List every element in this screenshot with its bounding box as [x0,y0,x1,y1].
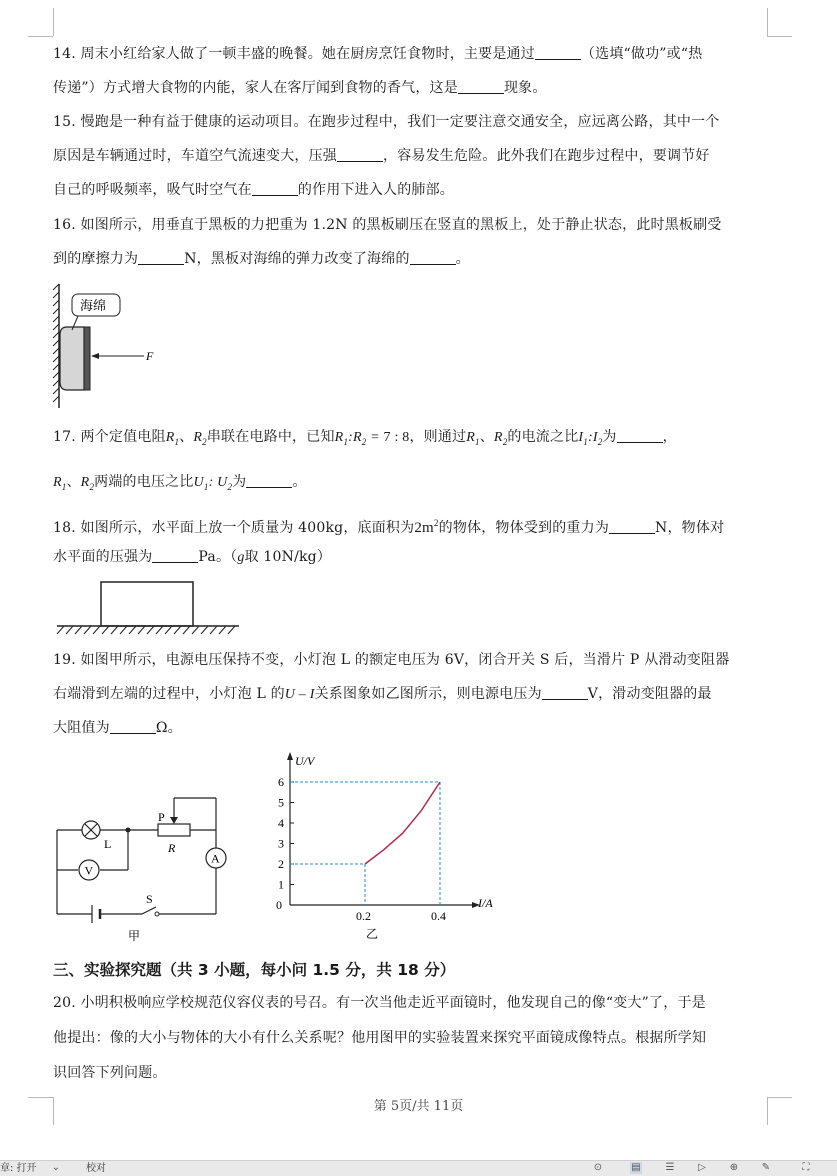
wall-hatching [53,284,59,402]
q20-line-3 [53,1063,783,1083]
q19-line-3 [53,718,783,738]
brush-board [84,327,90,390]
web-view-icon[interactable]: ⊕ [729,1162,739,1173]
y-tick-label: 5 [278,795,284,810]
origin-label: 0 [276,898,282,912]
q19-line-2 [53,684,783,705]
block [101,582,193,626]
force-arrowhead [91,353,99,359]
q14-line-1 [53,44,783,64]
slider-label: P [158,810,165,824]
q17-text-1a: 17. 两个定值电阻 [53,429,166,445]
ammeter-icon [206,848,226,868]
x-axis-label: I/A [478,896,493,910]
q17-text-1h: ， [662,429,677,445]
play-icon[interactable]: ▷ [698,1162,706,1173]
q15-line-2 [53,146,783,166]
q19-blank-1 [542,685,588,700]
voltmeter-icon [79,860,99,880]
q18-text-1b: 的物体，物体受到的重力为 [438,520,610,536]
q17-text-1d: ，则通过 [409,429,467,445]
q20-text-3: 识回答下列问题。 [53,1065,167,1081]
q17-text-2b: 两端的电压之比 [94,474,194,490]
q18-blank-2 [152,548,198,563]
sponge-label: 海绵 [80,299,107,314]
r2-symbol-c: $R_2$ [80,475,95,492]
q14-line-2 [53,78,783,98]
r1-symbol-b: $R_1$ [466,430,480,447]
chevron-down-icon[interactable]: ⌄ [51,1162,61,1173]
crop-mark-top-right [767,8,768,36]
junction-dot [126,828,131,833]
x-tick-label: 0.2 [356,909,371,923]
y-tick-label: 2 [278,857,284,871]
q14-blank-1 [535,45,581,60]
q18-text-2c: 取 10N/kg） [244,549,332,565]
q17-text-1g: 为 [602,429,617,445]
q19-line-1 [53,650,783,670]
ratio-expression: $R_1:R_2 = 7$ : 8 [334,430,410,447]
q15-blank-1 [337,147,383,162]
y-tick-label: 6 [278,775,284,789]
circuit-caption: 甲 [128,929,141,943]
current-ratio: $I_1:I_2$ [578,430,603,447]
ground-hatching [57,626,235,634]
q15-text-2b: ，容易发生危险。此外我们在跑步过程中，要调节好 [383,148,710,164]
q19-text-3: 大阻值为 [53,720,110,736]
status-bar [0,1160,837,1176]
q19-text-2: 右端滑到左端的过程中，小灯泡 L 的 [53,686,285,702]
q15-text-2: 原因是车辆通过时，车道空气流速变大，压强 [53,148,337,164]
switch-icon [142,907,159,916]
sponge-shape [60,327,84,390]
q19-ui-graph [268,748,508,943]
y-tick-label: 3 [278,836,284,851]
q15-blank-2 [252,181,298,196]
q19-blank-2 [110,719,156,734]
circuit-wires [57,798,216,914]
q17-blank-2 [246,473,292,488]
battery-icon [92,905,100,923]
ui-curve [365,782,440,864]
q18-text-2b: Pa。（ [198,549,238,565]
r1-symbol: $R_1$ [165,430,180,447]
graph-caption: 乙 [366,927,379,941]
q19-text-3b: Ω。 [155,720,182,736]
rheostat [158,824,190,836]
q18-text-2: 水平面的压强为 [53,549,153,565]
q17-text-2a: 、 [66,474,81,490]
q19-text-2c: V，滑动变阻器的最 [587,686,712,702]
q17-line-1 [53,427,783,452]
pen-icon[interactable]: ✎ [761,1162,771,1173]
q16-blank-1 [138,250,184,265]
rheostat-label: R [168,841,176,855]
q16-text-2c: 。 [455,251,470,267]
area-value: $2m^2$ [414,518,439,536]
outline-view-icon[interactable]: ☰ [665,1162,675,1173]
q14-text-2b: 现象。 [503,80,547,96]
section-3-title: 三、实验探究题（共 3 小题，每小问 1.5 分，共 18 分） [53,961,456,979]
q19-text-2b: 关系图象如乙图所示，则电源电压为 [314,686,542,702]
svg-text:V: V [84,863,94,878]
g-symbol: g [237,550,245,565]
force-label: F [146,349,154,363]
q17-text-2c: 为 [232,474,247,490]
q20-line-1 [53,993,783,1013]
q15-line-1 [53,112,783,132]
q16-line-1 [53,215,783,235]
q15-text-3b: 的作用下进入人的肺部。 [297,182,455,198]
ui-symbol: U – I [284,687,315,702]
crop-mark-top-left-h [28,36,53,37]
q16-text-2: 到的摩擦力为 [53,251,139,267]
r2-symbol: $R_2$ [193,430,207,447]
q14-text-1: 14. 周末小红给家人做了一顿丰盛的晚餐。她在厨房烹饪食物时，主要是通过 [53,46,535,62]
q15-line-3 [53,180,783,200]
crop-mark-top-right-h [767,36,792,37]
q14-blank-2 [458,79,504,94]
switch-label: S [146,892,153,906]
q18-line-2 [53,547,783,568]
q17-text-1b: 、 [179,429,194,445]
q16-figure [50,282,170,412]
q19-text-1: 19. 如图甲所示，电源电压保持不变，小灯泡 L 的额定电压为 6V，闭合开关 S 后，当滑片 P 从滑动变阻器 [53,652,730,668]
svg-text:A: A [211,851,220,866]
fit-page-icon[interactable]: ⛶ [802,1162,810,1173]
lamp-label: L [104,837,112,851]
protect-icon[interactable]: ⊙ [593,1162,603,1173]
q18-text-1c: N，物体对 [655,520,725,536]
q20-line-2 [53,1028,783,1048]
q14-text-2: 传递”）方式增大食物的内能，家人在客厅闻到食物的香气，这是 [53,80,458,96]
y-tick-label: 1 [278,877,284,892]
q17-text-2d: 。 [292,474,307,490]
crop-mark-top-left [53,8,54,36]
lamp-icon [82,821,100,839]
q16-text-2b: N，黑板对海绵的弹力改变了海绵的 [184,251,410,267]
q20-text-1: 20. 小明积极响应学校规范仪容仪表的号召。有一次当他走近平面镜时，他发现自己的像“变大”了，于是 [53,995,706,1011]
q15-text-1: 15. 慢跑是一种有益于健康的运动项目。在跑步过程中，我们一定要注意交通安全，应远离公路，其中一个 [53,114,720,130]
r1-symbol-c: $R_1$ [53,475,67,492]
status-document-state[interactable]: 章: 打开 [0,1163,37,1174]
q15-text-3: 自己的呼吸频率，吸气时空气在 [53,182,252,198]
q18-line-1 [53,513,783,538]
q16-blank-2 [410,250,456,265]
slider-arrowhead [170,817,178,824]
q18-text-1: 18. 如图所示，水平面上放一个质量为 400kg，底面积为 [53,520,415,536]
x-tick-label: 0.4 [431,909,446,923]
voltage-ratio: $U_1$: $U_2$ [193,475,233,492]
q18-blank-1 [609,519,655,534]
q17-text-1f: 的电流之比 [507,429,579,445]
q17-line-2 [53,472,783,497]
page-view-icon[interactable]: ▤ [631,1162,641,1173]
q14-text-1b: （选填“做功”或“热 [580,46,703,62]
q16-line-2 [53,249,783,269]
q16-text-1: 16. 如图所示，用垂直于黑板的力把重为 1.2N 的黑板刷压在竖直的黑板上，处于静止状态，此时黑板刷受 [53,217,722,233]
q17-text-1c: 串联在电路中，已知 [206,429,335,445]
q17-blank-1 [617,428,663,443]
y-axis-arrow [287,752,293,760]
page-footer: 第 5页/共 11页 [373,1099,464,1114]
q19-circuit-diagram [50,790,235,945]
y-tick-label: 4 [278,816,284,830]
q17-text-1e: 、 [479,429,494,445]
q20-text-2: 他提出：像的大小与物体的大小有什么关系呢？他用图甲的实验装置来探究平面镜成像特点。根据所学知 [53,1030,707,1046]
y-axis-label: U/V [295,754,315,768]
status-proofread[interactable]: 校对 [86,1163,106,1174]
q18-figure [55,580,245,642]
r2-symbol-b: $R_2$ [493,430,508,447]
